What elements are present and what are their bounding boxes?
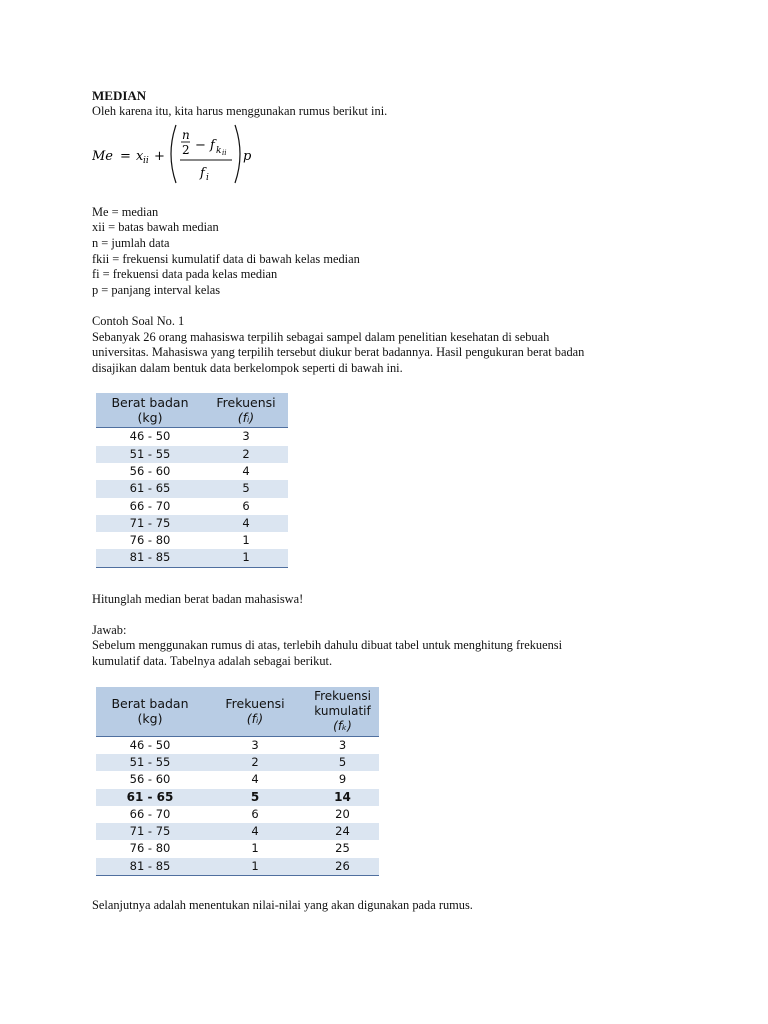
table-row — [96, 532, 288, 549]
formula-minus: − — [195, 138, 206, 154]
formula-lhs: Me — [92, 149, 114, 165]
definition-item: fi = frekuensi data pada kelas median — [92, 267, 278, 282]
table-cell: 76 - 80 — [129, 841, 171, 856]
formula-fk-subsub: ii — [222, 149, 227, 158]
formula-left-paren — [171, 125, 176, 183]
intro-text: Oleh karena itu, kita harus menggunakan rumus berikut ini. — [92, 103, 388, 118]
table-row — [96, 446, 288, 463]
column-header-weight: Berat badan (kg) — [96, 393, 204, 428]
median-formula-svg — [92, 123, 272, 185]
table-cell: 4 — [204, 823, 306, 840]
table-row — [96, 806, 379, 823]
frequency-table — [96, 393, 288, 567]
table-cell: 76 - 80 — [129, 533, 171, 548]
table-row — [96, 736, 379, 754]
column-header-weight: Berat badan (kg) — [96, 687, 204, 737]
formula-right-paren — [235, 125, 240, 183]
formula-fk: f — [210, 138, 215, 154]
table-cell: 1 — [251, 841, 259, 856]
table-cell: 1 — [242, 533, 250, 548]
table-cell: 66 - 70 — [129, 498, 171, 513]
table-cell: 4 — [204, 515, 288, 532]
answer-label: Jawab: — [92, 622, 127, 637]
table-row — [96, 771, 379, 788]
formula-two: 2 — [182, 143, 190, 158]
table-row — [96, 515, 288, 532]
table-cell: 5 — [204, 789, 306, 806]
page-title: MEDIAN — [92, 88, 147, 103]
column-header-frequency: Frekuensi (fᵢ) — [204, 687, 306, 737]
answer-paragraph-line: Sebelum menggunakan rumus di atas, terlebih dahulu dibuat tabel untuk menghitung frekuensi — [92, 638, 563, 653]
table-cell: 20 — [335, 806, 350, 821]
table-cell: 56 - 60 — [129, 772, 171, 787]
table-cell: 71 - 75 — [96, 515, 204, 532]
table-cell: 4 — [251, 772, 259, 787]
table-row — [96, 498, 288, 515]
table-cell: 51 - 55 — [96, 446, 204, 463]
table-header-row — [96, 393, 288, 428]
document-page — [92, 88, 692, 914]
example-paragraph-line: Sebanyak 26 orang mahasiswa terpilih sebagai sampel dalam penelitian kesehatan di sebuah — [92, 329, 550, 344]
table-row — [96, 480, 288, 497]
table-cell: 3 — [242, 429, 250, 444]
table-cell: 14 — [306, 789, 379, 806]
table-cell: 1 — [204, 549, 288, 567]
table-row — [96, 823, 379, 840]
table-cell: 2 — [204, 754, 306, 771]
answer-paragraph-line: kumulatif data. Tabelnya adalah sebagai berikut. — [92, 654, 333, 669]
definition-item: fkii = frekuensi kumulatif data di bawah kelas median — [92, 251, 360, 266]
question-text: Hitunglah median berat badan mahasiswa! — [92, 591, 304, 606]
table-cell: 5 — [204, 480, 288, 497]
formula-x: x — [136, 149, 144, 165]
column-header-cumulative: Frekuensi kumulatif (fₖ) — [306, 687, 379, 737]
formula-x-index: ii — [143, 156, 149, 167]
table-cell: 81 - 85 — [96, 858, 204, 876]
table-cell: 6 — [251, 806, 259, 821]
table-header-row — [96, 687, 379, 737]
table-cell: 46 - 50 — [129, 429, 171, 444]
definition-item: Me = median — [92, 204, 159, 219]
formula-fi: f — [200, 166, 205, 182]
column-header-frequency: Frekuensi (fᵢ) — [204, 393, 288, 428]
table-cell: 4 — [242, 463, 250, 478]
definition-item: n = jumlah data — [92, 235, 170, 250]
table-cell: 61 - 65 — [96, 480, 204, 497]
table-cell: 9 — [338, 772, 347, 787]
table-cell: 71 - 75 — [96, 823, 204, 840]
formula-fk-sub: k — [216, 146, 222, 157]
closing-text: Selanjutnya adalah menentukan nilai-nilai yang akan digunakan pada rumus. — [92, 898, 473, 913]
definition-item: p = panjang interval kelas — [92, 282, 221, 297]
example-paragraph-line: disajikan dalam bentuk data berkelompok seperti di bawah ini. — [92, 360, 403, 375]
table-cell: 5 — [306, 754, 379, 771]
table-cell: 26 — [306, 858, 379, 876]
table-cell: 66 - 70 — [129, 806, 171, 821]
table-cell: 2 — [204, 446, 288, 463]
table-row — [96, 840, 379, 857]
table-cell: 25 — [335, 841, 350, 856]
table-row — [96, 549, 288, 567]
table-row — [96, 463, 288, 480]
table-row — [96, 858, 379, 876]
table-cell: 24 — [306, 823, 379, 840]
table-cell: 1 — [204, 858, 306, 876]
table-cell: 61 - 65 — [96, 789, 204, 806]
example-paragraph-line: universitas. Mahasiswa yang terpilih tersebut diukur berat badannya. Hasil pengukuran berat badan — [92, 345, 585, 360]
table-cell: 3 — [251, 737, 259, 752]
table-cell: 46 - 50 — [129, 737, 171, 752]
table-cell: 81 - 85 — [96, 549, 204, 567]
table-cell: 56 - 60 — [129, 463, 171, 478]
cumulative-frequency-table — [96, 687, 379, 876]
formula-eq: = — [120, 149, 131, 165]
median-formula — [92, 123, 692, 185]
example-title: Contoh Soal No. 1 — [92, 313, 185, 328]
definition-list — [92, 205, 692, 299]
table-cell: 3 — [338, 737, 347, 752]
formula-fi-sub: i — [206, 173, 209, 184]
definition-item: xii = batas bawah median — [92, 220, 219, 235]
formula-plus: + — [154, 149, 165, 165]
formula-p: p — [243, 149, 252, 165]
table-row — [96, 428, 288, 446]
table-cell: 6 — [242, 498, 250, 513]
table-row — [96, 789, 379, 806]
formula-n: n — [182, 128, 190, 143]
table-cell: 51 - 55 — [96, 754, 204, 771]
table-row — [96, 754, 379, 771]
